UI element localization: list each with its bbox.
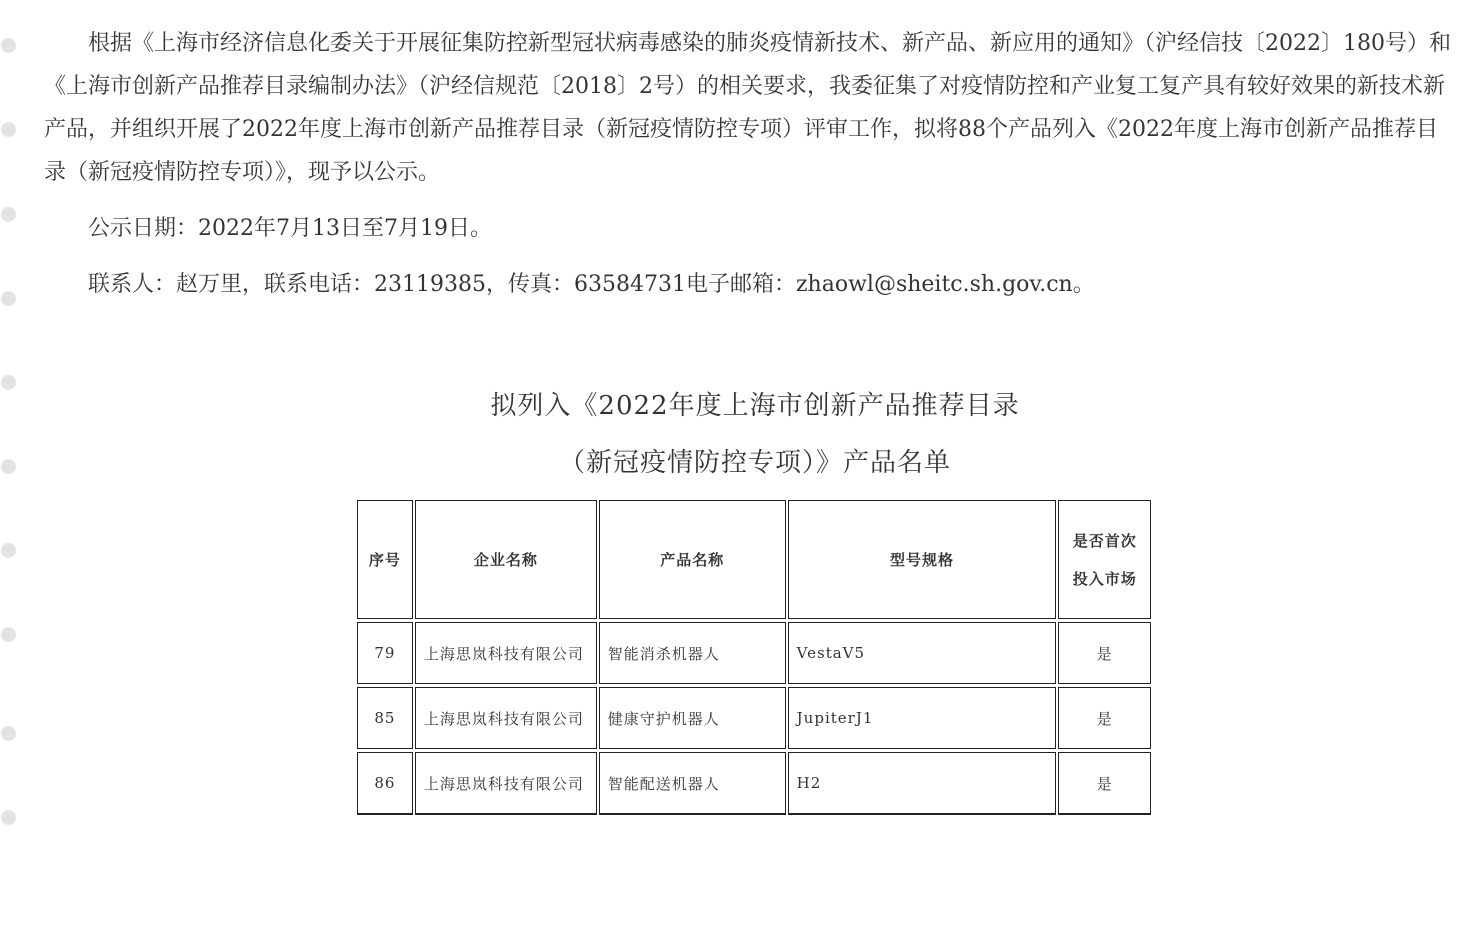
side-dot	[1, 291, 16, 306]
cell-index: 85	[357, 687, 413, 749]
table-header-row	[357, 500, 1151, 619]
announcement-date: 公示日期：2022年7月13日至7月19日。	[88, 216, 492, 241]
cell-index: 79	[357, 622, 413, 684]
side-dot	[1, 627, 16, 642]
cell-company: 上海思岚科技有限公司	[415, 752, 597, 815]
cell-product: 健康守护机器人	[599, 687, 786, 749]
cell-model: JupiterJ1	[788, 687, 1057, 749]
list-title-line-2: （新冠疫情防控专项）》产品名单	[558, 448, 951, 478]
list-title-line-1: 拟列入《2022年度上海市创新产品推荐目录	[490, 391, 1020, 421]
cell-company: 上海思岚科技有限公司	[415, 622, 597, 684]
announcement-paragraph: 根据《上海市经济信息化委关于开展征集防控新型冠状病毒感染的肺炎疫情新技术、新产品、新应用的通知》（沪经信技〔2022〕180号）和《上海市创新产品推荐目录编制办法》（沪经信规范〔2018〕2号）的相关要求，我委征集了对疫情防控和产业复工复产具有较好效果的新技术新产品，并组织开展了2022年度上海市创新产品推荐目录（新冠疫情防控专项）评审工作，拟将88个产品列入《2022年度上海市创新产品推荐目录（新冠疫情防控专项）》，现予以公示。	[44, 31, 1451, 185]
cell-model: VestaV5	[788, 622, 1057, 684]
header-product: 产品名称	[599, 500, 786, 619]
announcement-body	[44, 22, 1456, 306]
side-dot	[1, 810, 16, 825]
side-dot	[1, 726, 16, 741]
cell-first-market: 是	[1058, 687, 1151, 749]
cell-first-market: 是	[1058, 622, 1151, 684]
header-index: 序号	[357, 500, 413, 619]
table-row	[357, 752, 1151, 815]
header-company: 企业名称	[415, 500, 597, 619]
cell-product: 智能消杀机器人	[599, 622, 786, 684]
side-dot	[1, 207, 16, 222]
side-dot	[1, 543, 16, 558]
cell-index: 86	[357, 752, 413, 815]
cell-model: H2	[788, 752, 1057, 815]
cell-company: 上海思岚科技有限公司	[415, 687, 597, 749]
announcement-contact: 联系人：赵万里，联系电话：23119385，传真：63584731电子邮箱：zhaowl@sheitc.sh.gov.cn。	[88, 272, 1095, 297]
cell-first-market: 是	[1058, 752, 1151, 815]
page-side-markers	[0, 0, 20, 950]
product-table	[355, 497, 1153, 818]
header-model: 型号规格	[788, 500, 1057, 619]
side-dot	[1, 459, 16, 474]
cell-product: 智能配送机器人	[599, 752, 786, 815]
table-row	[357, 687, 1151, 749]
header-first-market: 是否首次投入市场	[1058, 500, 1151, 619]
side-dot	[1, 122, 16, 137]
side-dot	[1, 38, 16, 53]
side-dot	[1, 375, 16, 390]
table-row	[357, 622, 1151, 684]
